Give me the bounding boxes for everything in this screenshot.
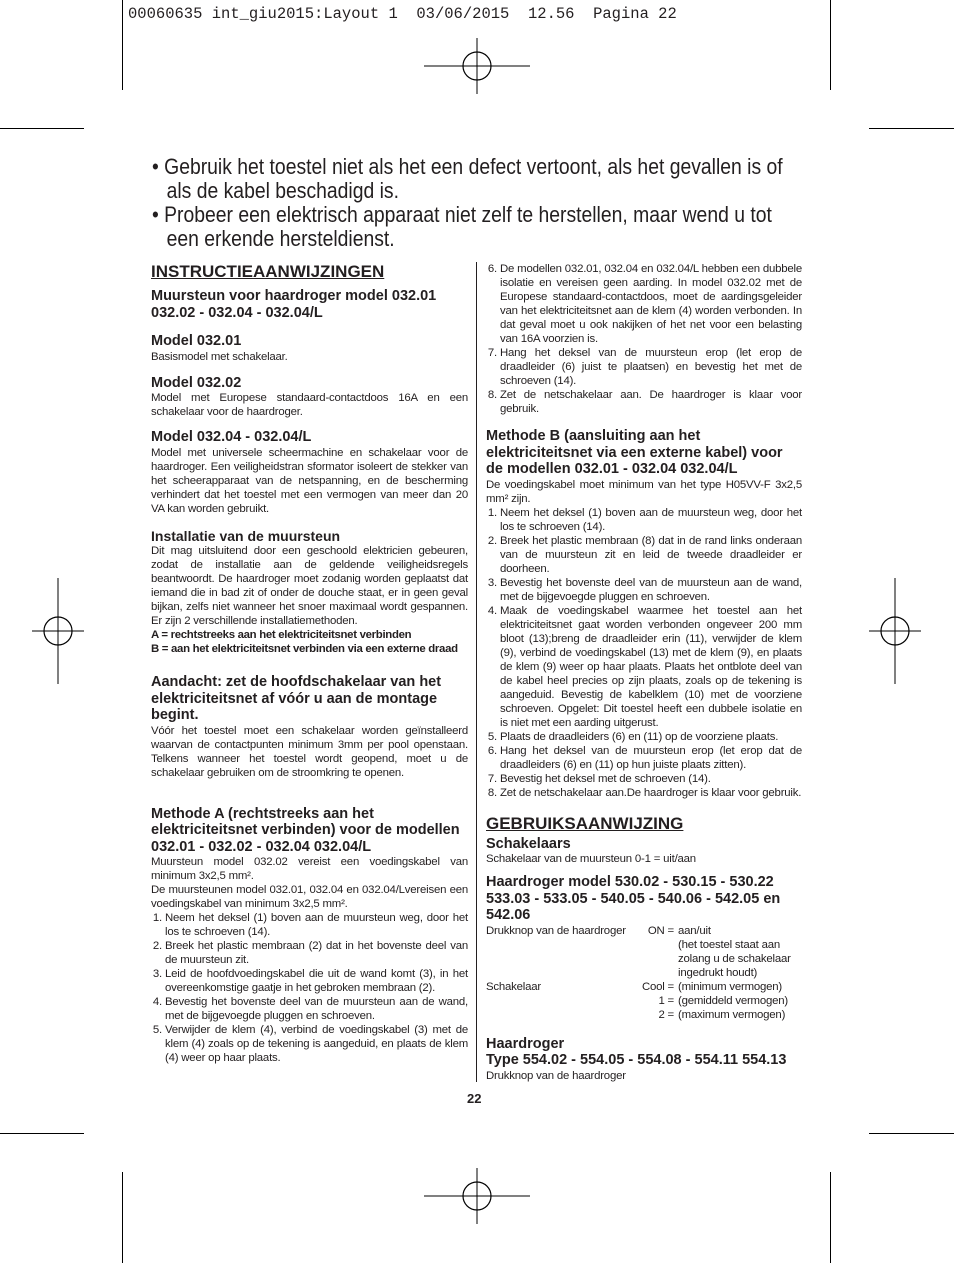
table-cell: aan/uit [678,924,711,937]
crop-mark [122,1172,123,1263]
paragraph: Model met universele scheermachine en schakelaar voor de haardroger. Een veiligheidstran sformator isoleert de stekker van het scheerapparaat van de netspanning, en de bescherming verhindert dat het toestel met een vermogen van meer dan 20 VA kan worden gebruikt. [151,446,468,515]
list-item: 8. Zet de netschakelaar aan. De haardroger is klaar voor gebruik. [500,388,802,416]
subheading: Muursteun voor haardroger model 032.01 032.02 - 032.04 - 032.04/L [151,288,437,321]
list-item: 6. De modellen 032.01, 032.04 en 032.04/L hebben een dubbele isolatie en vereisen geen aarding. In model 032.02 met de Europese standaard-contactdoos, moet de aardingsgeleider van het elektriciteitsnet aan de klem (4) worden verbonden. In dat geval moet u ook nakijken of het net voor een belasting van 16A voorzien is. [500,262,802,346]
table-cell: 2 = [658,1008,674,1021]
list-item: 4. Maak de voedingskabel waarmee het toestel aan het elektriciteitsnet gaat worden verbonden ongeveer 200 mm bloot (13);breng de draadleider erin (11), verwijder de klem (9), verbind de voedingskabel (13) met de klem (9), en plaats de klem (9) weer op haar plaats. Plaats het ontblote deel van de kabel heel precies op zijn plaats, zoals op de tekening is aangeduid. Bevestig de kabelklem (10) met de voorziene schroeven. Opgelet: Dit toestel heeft een dubbele isolatie en is niet met een aarding uitgerust. [500,604,802,730]
registration-mark-bottom [424,1168,530,1224]
subheading: Type 554.02 - 554.05 - 554.08 - 554.11 554.13 [486,1052,787,1068]
paragraph: Vóór het toestel moet een schakelaar worden geïnstalleerd waarvan de contactpunten minimum 3mm per pool openstaan. Telkens wanneer het toestel wordt geopend, moet u de schakelaar gebruiken om de stroomkring te openen. [151,724,468,779]
table-cell: (gemiddeld vermogen) [678,994,788,1007]
table-cell [636,938,678,952]
crop-mark [0,1133,84,1134]
list-item: 8. Zet de netschakelaar aan.De haardroger is klaar voor gebruik. [500,786,802,800]
subheading: Model 032.02 [151,374,242,391]
page-number: 22 [467,1091,482,1106]
section-title: GEBRUIKSAANWIJZING [486,813,684,833]
method-a-steps [151,911,468,1065]
table-cell: (maximum vermogen) [678,1008,786,1021]
table-cell [486,952,636,966]
table-cell: (minimum vermogen) [678,980,782,993]
table-cell: ON = [647,924,674,937]
table-cell: (het toestel staat aan [678,938,780,951]
column-divider [476,262,477,1082]
crop-mark [830,1172,831,1263]
table-cell [636,952,678,966]
paragraph: Model met Europese standaard-contactdoos 16A en een schakelaar voor de haardroger. [151,392,468,418]
table-cell [486,938,636,952]
subheading: Installatie van de muursteun [151,527,341,544]
subheading: Model 032.04 - 032.04/L [151,429,312,445]
list-item: 5. Verwijder de klem (4), verbind de voedingskabel (3) met de klem (4) zoals op de tekening is aangeduid, en plaats de klem (4) weer op haar plaats. [165,1023,468,1065]
intro-warnings [152,155,812,251]
paragraph: Schakelaar van de muursteun 0-1 = uit/aan [486,853,696,865]
subheading: Model 032.01 [151,333,242,349]
subheading: Haardroger [486,1035,565,1052]
method-b-note: B = aan het elektriciteitsnet verbinden via een externe draad [151,643,458,655]
crop-mark [830,0,831,90]
subheading: Methode A (rechtstreeks aan het elektriciteitsnet verbinden) voor de modellen 032.01 - 032.02 - 032.04 032.04/L [151,805,460,855]
paragraph: Dit mag uitsluitend door een geschoold elektricien gebeuren, zodat de installatie aan de geldende veiligheidsregels beantwoordt. De haardroger moet zodanig worden geplaatst dat iemand die in bad zit of onder de douche staat, er in geen geval bijkan, zelfs niet wanneer het snoer maximaal wordt gespannen. Er zijn 2 verschillende installatiemethoden. [151,545,468,627]
method-a-note: A = rechtstreeks aan het elektriciteitsnet verbinden [151,629,412,641]
table-cell [636,966,678,980]
list-item: 3. Bevestig het bovenste deel van de muursteun aan de wand, met de bijgevoegde pluggen en schroeven. [500,576,802,604]
table-cell: 1 = [658,994,674,1007]
paragraph: Drukknop van de haardroger [486,1069,626,1082]
switch-table [486,924,802,1022]
list-item: 7. Bevestig het deksel met de schroeven (14). [500,772,802,786]
paragraph: Muursteun model 032.02 vereist een voedingskabel van minimum 3x2,5 mm². [151,856,468,882]
table-cell: Drukknop van de haardroger [486,924,626,937]
table-cell: ingedrukt houdt) [678,966,758,979]
right-column [486,262,802,1083]
crop-mark [0,128,84,129]
table-cell: zolang u de schakelaar [678,952,791,965]
list-item: 3. Leid de hoofdvoedingskabel die uit de wand komt (3), in het overeenkomstige gaatje in het gebroken membraan (2). [165,967,468,995]
registration-mark-left [32,578,84,684]
left-column [151,262,468,1065]
crop-mark [122,0,123,90]
table-cell [486,994,636,1008]
paragraph: Basismodel met schakelaar. [151,350,288,363]
paragraph: De muursteunen model 032.01, 032.04 en 032.04/Lvereisen een voedingskabel van minimum 3x2,5 mm². [151,884,468,910]
list-item: 2. Breek het plastic membraan (2) dat in het bovenste deel van de muursteun zit. [165,939,468,967]
warning-item: • Gebruik het toestel niet als het een defect vertoont, als het gevallen is of als de kabel beschadigd is. [152,154,783,203]
subheading: Schakelaars [486,835,571,852]
list-item: 6. Hang het deksel van de muursteun erop (let erop dat de draadleiders (6) en (11) op hun juiste plaats zitten). [500,744,802,772]
list-item: 5. Plaats de draadleiders (6) en (11) op de voorziene plaats. [500,730,802,744]
list-item: 2. Breek het plastic membraan (8) dat in de rand links onderaan van de muursteun zit en leid de tweede draadleider er doorheen. [500,534,802,576]
registration-mark-top [424,38,530,94]
print-slug: 00060635 int_giu2015:Layout 1 03/06/2015 12.56 Pagina 22 [128,5,677,23]
subheading: Aandacht: zet de hoofdschakelaar van het elektriciteitsnet af vóór u aan de montage begint. [151,674,442,723]
list-item: 1. Neem het deksel (1) boven aan de muursteun weg, door het los te schroeven (14). [165,911,468,939]
registration-mark-right [869,578,921,684]
table-cell [486,966,636,980]
method-a-steps-continued [486,262,802,416]
list-item: 7. Hang het deksel van de muursteun erop (let erop de draadleider (6) juist te plaatsen) en bevestig het met de schroeven (14). [500,346,802,388]
paragraph: De voedingskabel moet minimum van het type H05VV-F 3x2,5 mm² zijn. [486,478,802,505]
list-item: 1. Neem het deksel (1) boven aan de muursteun weg, door het los te schroeven (14). [500,506,802,534]
table-cell: Cool = [641,980,674,993]
list-item: 4. Bevestig het bovenste deel van de muursteun aan de wand, met de bijgevoegde pluggen en schroeven. [165,995,468,1023]
warning-item: • Probeer een elektrisch apparaat niet zelf te herstellen, maar wend u tot een erkende hersteldienst. [152,202,772,251]
crop-mark [869,1133,954,1134]
table-cell [486,1008,636,1022]
method-b-steps [486,506,802,800]
crop-mark [869,128,954,129]
subheading: Methode B (aansluiting aan het elektriciteitsnet via een externe kabel) voor de modellen 032.01 - 032.04 032.04/L [486,428,783,477]
table-cell: Schakelaar [486,980,541,993]
section-title: INSTRUCTIEAANWIJZINGEN [151,262,385,281]
subheading: Haardroger model 530.02 - 530.15 - 530.22 533.03 - 533.05 - 540.05 - 540.06 - 542.05 en 542.06 [486,874,781,923]
